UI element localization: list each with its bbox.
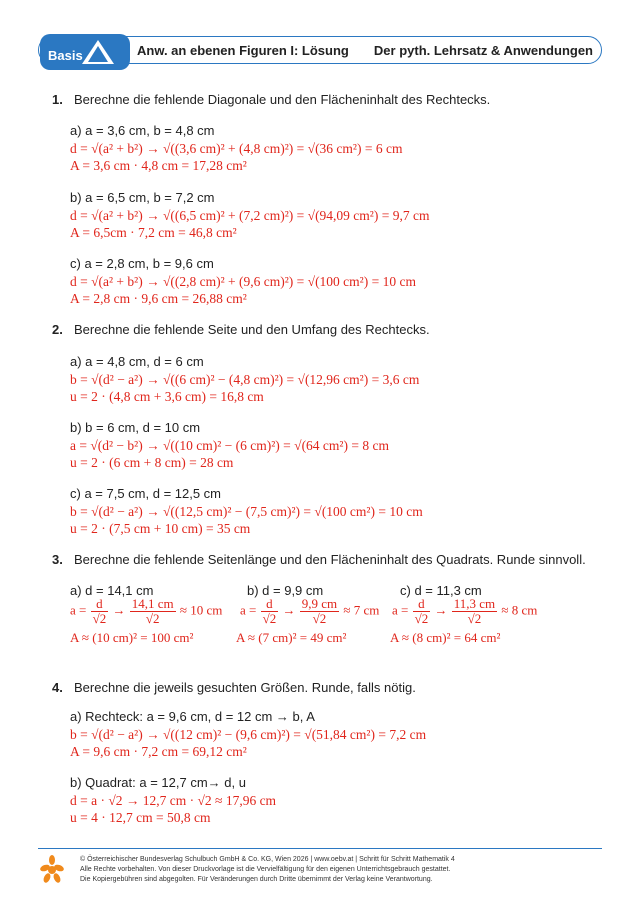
footer-line: Alle Rechte vorbehalten. Von dieser Druckvorlage ist die Vervielfältigung für den eigenen Unterrichtsgebrauch gestattet.	[80, 866, 451, 873]
ex2a-solution-1: b = √(d² − a²) → √((6 cm)² − (4,8 cm)²) = √(12,96 cm²) = 3,6 cm	[70, 372, 420, 387]
ex3c-solution-2: A ≈ (8 cm)² = 64 cm²	[390, 630, 501, 645]
exercise-number: 4.	[52, 680, 63, 695]
basis-badge	[40, 34, 130, 70]
ex3b-solution-2: A ≈ (7 cm)² = 49 cm²	[236, 630, 347, 645]
exercise-4-title	[52, 680, 416, 695]
ex2b-given: b) b = 6 cm, d = 10 cm	[70, 420, 201, 435]
exercise-number: 2.	[52, 322, 63, 337]
exercise-2-title	[52, 322, 430, 337]
publisher-logo-icon	[40, 854, 64, 884]
worksheet-title: Anw. an ebenen Figuren I: Lösung	[137, 43, 349, 58]
footer-line: © Österreichischer Bundesverlag Schulbuch GmbH & Co. KG, Wien 2026 | www.oebv.at | Schritt für Schritt Mathematik 4	[80, 856, 455, 863]
footer-rule	[38, 848, 602, 849]
ex2a-given: a) a = 4,8 cm, d = 6 cm	[70, 354, 204, 369]
ex1b-given: b) a = 6,5 cm, b = 7,2 cm	[70, 190, 215, 205]
ex2c-solution-1: b = √(d² − a²) → √((12,5 cm)² − (7,5 cm)²) = √(100 cm²) = 10 cm	[70, 504, 423, 519]
ex2c-given: c) a = 7,5 cm, d = 12,5 cm	[70, 486, 222, 501]
exercise-text: Berechne die fehlende Seite und den Umfang des Rechtecks.	[74, 322, 430, 337]
exercise-text: Berechne die fehlende Seitenlänge und den Flächeninhalt des Quadrats. Runde sinnvoll.	[74, 552, 586, 567]
ex4b-solution-2: u = 4 · 12,7 cm = 50,8 cm	[70, 810, 211, 825]
ex1a-given: a) a = 3,6 cm, b = 4,8 cm	[70, 123, 215, 138]
ex1b-solution-2: A = 6,5cm · 7,2 cm = 46,8 cm²	[70, 225, 237, 240]
ex4b-given: b) Quadrat: a = 12,7 cm→ d, u	[70, 775, 246, 790]
exercise-3-title	[52, 552, 586, 567]
ex3a-given: a) d = 14,1 cm	[70, 583, 154, 598]
ex1c-solution-1: d = √(a² + b²) → √((2,8 cm)² + (9,6 cm)²) = √(100 cm²) = 10 cm	[70, 274, 416, 289]
exercise-number: 1.	[52, 92, 63, 107]
exercise-text: Berechne die jeweils gesuchten Größen. Runde, falls nötig.	[74, 680, 416, 695]
ex3a-solution-1: a = $\frac{d}{√2}$ → $\frac{14,1 cm}{√2}$ ≈ 10 cm	[70, 596, 223, 626]
exercise-number: 3.	[52, 552, 63, 567]
exercise-text: Berechne die fehlende Diagonale und den Flächeninhalt des Rechtecks.	[74, 92, 491, 107]
ex2a-solution-2: u = 2 · (4,8 cm + 3,6 cm) = 16,8 cm	[70, 389, 264, 404]
ex1a-solution-1: d = √(a² + b²) → √((3,6 cm)² + (4,8 cm)²) = √(36 cm²) = 6 cm	[70, 141, 403, 156]
ex3c-solution-1: a = $\frac{d}{√2}$ → $\frac{11,3 cm}{√2}$ ≈ 8 cm	[392, 596, 538, 626]
ex1b-solution-1: d = √(a² + b²) → √((6,5 cm)² + (7,2 cm)²) = √(94,09 cm²) = 9,7 cm	[70, 208, 430, 223]
ex4a-solution-1: b = √(d² − a²) → √((12 cm)² − (9,6 cm)²) = √(51,84 cm²) = 7,2 cm	[70, 727, 427, 742]
ex2b-solution-2: u = 2 · (6 cm + 8 cm) = 28 cm	[70, 455, 234, 470]
ex1c-given: c) a = 2,8 cm, b = 9,6 cm	[70, 256, 214, 271]
topic-title: Der pyth. Lehrsatz & Anwendungen	[373, 43, 593, 58]
ex3b-given: b) d = 9,9 cm	[247, 583, 324, 598]
ex3c-given: c) d = 11,3 cm	[400, 583, 482, 598]
exercise-1-title	[52, 92, 490, 107]
ex3a-solution-2: A ≈ (10 cm)² = 100 cm²	[70, 630, 194, 645]
ex3b-solution-1: a = $\frac{d}{√2}$ → $\frac{9,9 cm}{√2}$ ≈ 7 cm	[240, 596, 380, 626]
ex4b-solution-1: d = a · √2 → 12,7 cm · √2 ≈ 17,96 cm	[70, 793, 277, 808]
ex2b-solution-1: a = √(d² − b²) → √((10 cm)² − (6 cm)²) = √(64 cm²) = 8 cm	[70, 438, 389, 453]
footer-line: Die Kopiergebühren sind abgegolten. Für Veränderungen durch Dritte übernimmt der Verlag keine Verantwortung.	[80, 876, 433, 883]
ex2c-solution-2: u = 2 · (7,5 cm + 10 cm) = 35 cm	[70, 521, 251, 536]
badge-label: Basis	[48, 48, 83, 63]
copyright-footer	[80, 855, 455, 885]
ex1c-solution-2: A = 2,8 cm · 9,6 cm = 26,88 cm²	[70, 291, 247, 306]
ex1a-solution-2: A = 3,6 cm · 4,8 cm = 17,28 cm²	[70, 158, 247, 173]
ex4a-given: a) Rechteck: a = 9,6 cm, d = 12 cm → b, A	[70, 709, 315, 724]
ex4a-solution-2: A = 9,6 cm · 7,2 cm = 69,12 cm²	[70, 744, 247, 759]
